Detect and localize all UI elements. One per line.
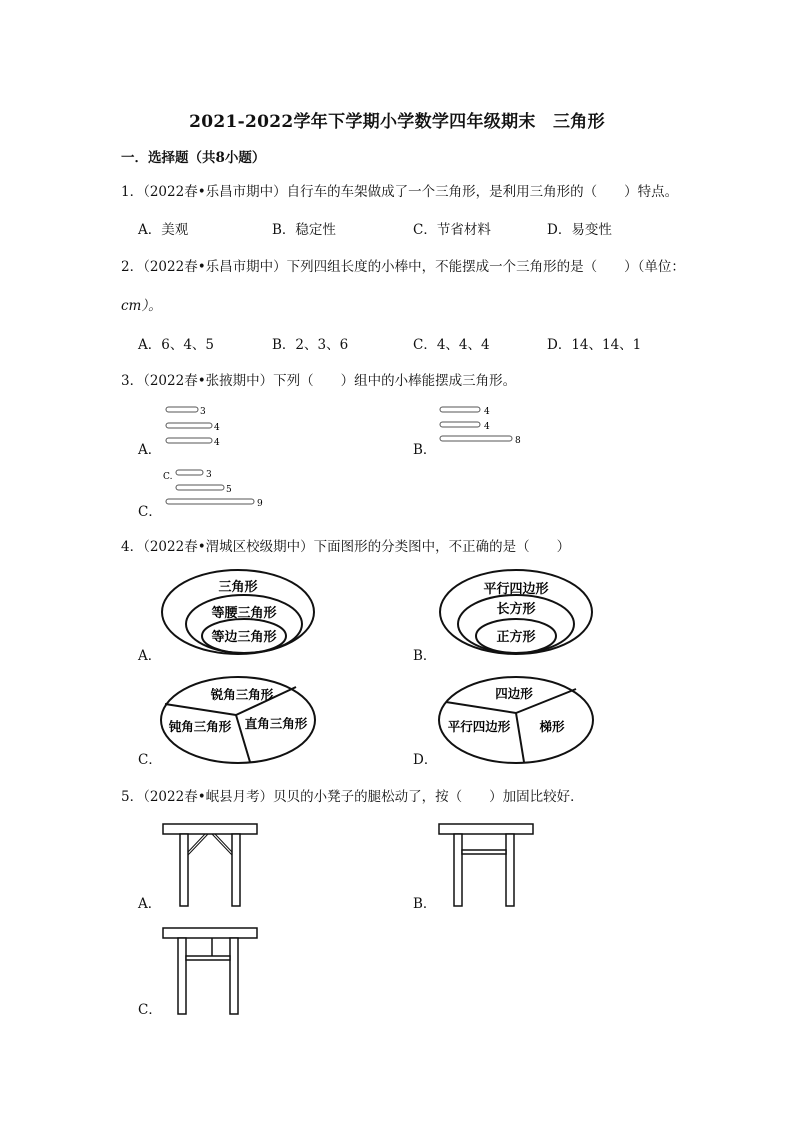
q4-option-d-diagram xyxy=(436,674,596,766)
q5-option-c-label[interactable]: C． xyxy=(138,1002,162,1018)
d-top-label: 四边形 xyxy=(495,686,533,701)
divider-3 xyxy=(516,713,524,762)
stool-right-leg xyxy=(506,834,514,906)
q4-option-b-label[interactable]: B． xyxy=(413,648,437,664)
stool-right-brace xyxy=(215,834,232,852)
q2-option-b[interactable]: B．2、3、6 xyxy=(272,337,349,353)
question-2-stem-cont: cm）。 xyxy=(121,298,162,314)
q3-option-c-label[interactable]: C． xyxy=(138,504,162,520)
stick-a3 xyxy=(166,438,212,443)
q3-option-b-sticks xyxy=(436,402,536,446)
q4-option-c-diagram xyxy=(158,674,318,766)
stool-right-leg xyxy=(232,834,240,906)
divider-1 xyxy=(446,702,516,713)
stick-c2 xyxy=(176,485,224,490)
c-left-label: 钝角三角形 xyxy=(168,719,232,734)
stool-left-leg xyxy=(454,834,462,906)
stick-c-mark: C. xyxy=(163,472,173,482)
q5-option-a-stool xyxy=(160,822,260,908)
stool-seat xyxy=(439,824,533,834)
stick-c1-length: 3 xyxy=(206,470,212,480)
stool-right-leg xyxy=(230,938,238,1014)
question-3-stem: 3．（2022春•张掖期中）下列（ ）组中的小棒能摆成三角形。 xyxy=(121,373,517,389)
stool-left-leg xyxy=(180,834,188,906)
q4-option-c-label[interactable]: C． xyxy=(138,752,162,768)
stick-a3-length: 4 xyxy=(214,438,220,448)
q2-option-c[interactable]: C．4、4、4 xyxy=(413,337,490,353)
q3-option-a-label[interactable]: A． xyxy=(138,442,162,458)
q1-option-a[interactable]: A．美观 xyxy=(138,222,189,238)
q3-option-b-label[interactable]: B． xyxy=(413,442,437,458)
c-top-label: 锐角三角形 xyxy=(210,687,274,702)
d-right-label: 梯形 xyxy=(539,719,565,734)
stick-b3-length: 8 xyxy=(515,436,521,446)
q4-option-d-label[interactable]: D． xyxy=(413,752,438,768)
stool-seat xyxy=(163,928,257,938)
q1-option-b[interactable]: B．稳定性 xyxy=(272,222,336,238)
q3-option-a-sticks xyxy=(160,404,250,448)
stool-left-leg xyxy=(178,938,186,1014)
a-middle-label: 等腰三角形 xyxy=(211,606,277,621)
question-4-stem: 4．（2022春•渭城区校级期中）下面图形的分类图中，不正确的是（ ） xyxy=(121,539,571,555)
stool-left-brace-2 xyxy=(188,834,208,855)
d-left-label: 平行四边形 xyxy=(447,719,511,734)
stick-c1 xyxy=(176,470,203,475)
q1-option-c[interactable]: C．节省材料 xyxy=(413,222,491,238)
question-2-stem: 2．（2022春•乐昌市期中）下列四组长度的小棒中，不能摆成一个三角形的是（ ）（单位： xyxy=(121,259,685,275)
q4-option-a-diagram xyxy=(158,566,318,658)
stick-c3 xyxy=(166,499,254,504)
b-outer-label: 平行四边形 xyxy=(483,582,549,597)
stool-left-brace xyxy=(188,834,205,852)
c-right-label: 直角三角形 xyxy=(244,716,308,731)
stick-b2 xyxy=(440,422,480,427)
q3-option-c-sticks xyxy=(160,465,270,509)
q5-option-b-label[interactable]: B． xyxy=(413,896,437,912)
b-middle-label: 长方形 xyxy=(496,602,536,617)
stool-seat xyxy=(163,824,257,834)
divider-1 xyxy=(165,704,236,715)
stick-c3-length: 9 xyxy=(257,499,263,509)
stick-c2-length: 5 xyxy=(226,485,232,495)
a-outer-label: 三角形 xyxy=(218,580,258,595)
stick-a1 xyxy=(166,407,198,412)
q4-option-a-label[interactable]: A． xyxy=(138,648,162,664)
section-heading: 一．选择题（共8小题） xyxy=(121,150,266,166)
b-inner-label: 正方形 xyxy=(496,630,536,645)
q1-option-d[interactable]: D．易变性 xyxy=(547,222,612,238)
stick-b1-length: 4 xyxy=(484,407,490,417)
q5-option-b-stool xyxy=(436,822,536,908)
stick-b2-length: 4 xyxy=(484,422,490,432)
stick-a2-length: 4 xyxy=(214,423,220,433)
q2-option-d[interactable]: D．14、14、1 xyxy=(547,337,642,353)
stick-a2 xyxy=(166,423,212,428)
question-5-stem: 5．（2022春•岷县月考）贝贝的小凳子的腿松动了，按（ ）加固比较好． xyxy=(121,789,584,805)
page-title: 2021-2022学年下学期小学数学四年级期末 三角形 xyxy=(189,112,605,132)
stool-crossbar xyxy=(186,956,230,960)
q4-option-b-diagram xyxy=(436,566,596,658)
stick-a1-length: 3 xyxy=(200,407,206,417)
a-inner-label: 等边三角形 xyxy=(211,630,277,645)
q5-option-a-label[interactable]: A． xyxy=(138,896,162,912)
stick-b3 xyxy=(440,436,512,441)
question-1-stem: 1．（2022春•乐昌市期中）自行车的车架做成了一个三角形，是利用三角形的（ ）特点。 xyxy=(121,184,679,200)
stool-right-brace-2 xyxy=(212,834,232,855)
q5-option-c-stool xyxy=(160,926,260,1016)
stick-b1 xyxy=(440,407,480,412)
q2-option-a[interactable]: A．6、4、5 xyxy=(138,337,215,353)
stool-crossbar xyxy=(462,850,506,854)
